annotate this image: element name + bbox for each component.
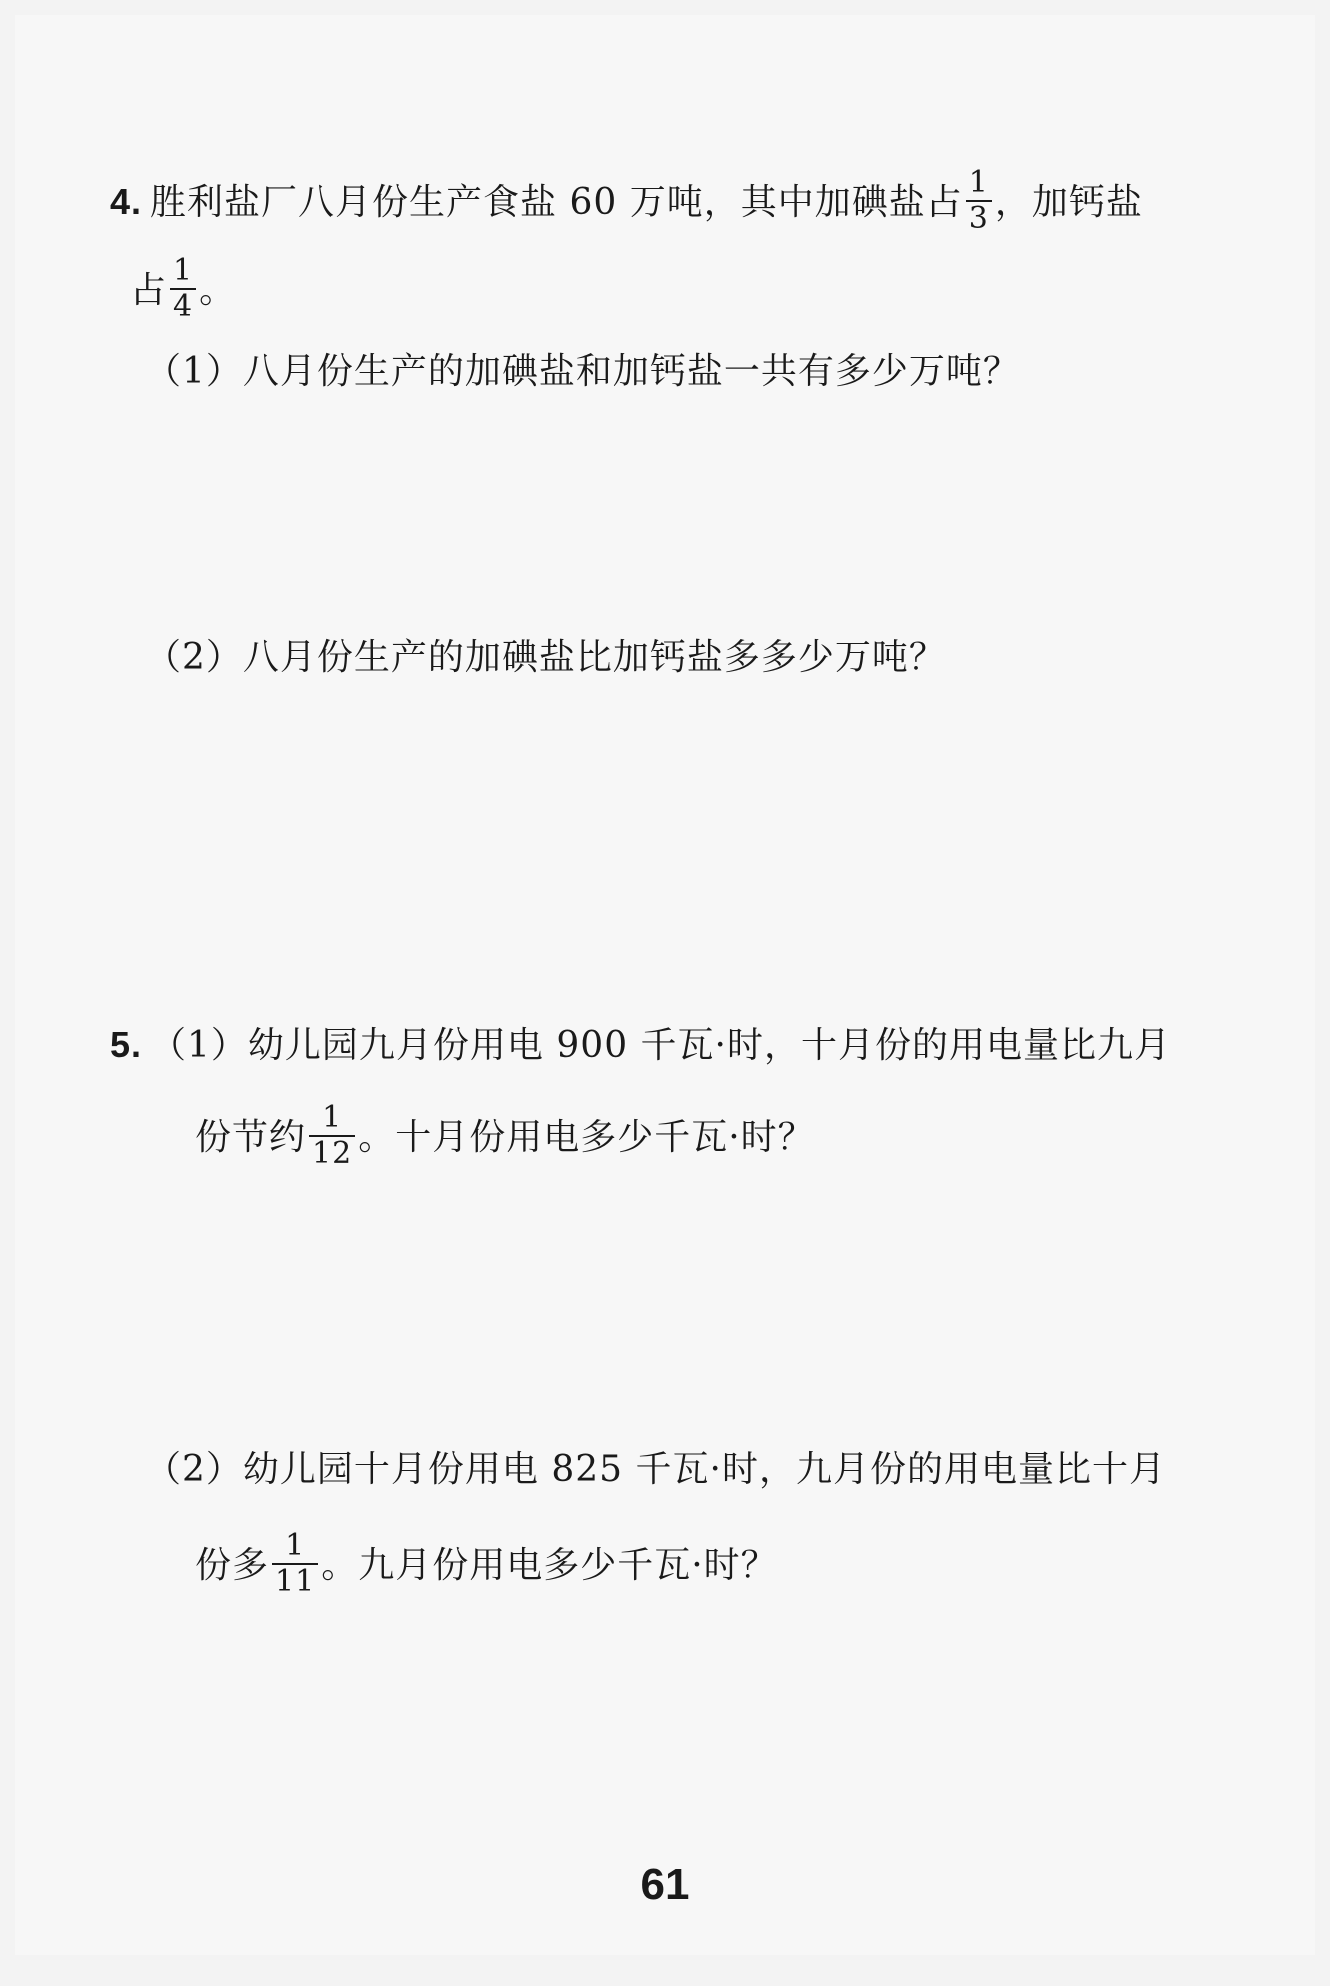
fraction-one-quarter <box>170 254 196 324</box>
fraction-denominator: 11 <box>272 1563 318 1599</box>
problem5-q1-text-b: 。十月份用电多少千瓦·时？ <box>358 1117 815 1158</box>
problem5-q2-text-a: 份多 <box>195 1545 270 1586</box>
fraction-denominator: 3 <box>966 200 992 236</box>
fraction-denominator: 12 <box>309 1135 355 1171</box>
worksheet-page <box>15 15 1315 1955</box>
problem5-number: 5. <box>110 1024 143 1065</box>
fraction-numerator: 1 <box>173 253 194 288</box>
problem4-number: 4. <box>110 181 143 222</box>
problem4-stem-b: ，加钙盐 <box>994 182 1143 223</box>
fraction-numerator: 1 <box>285 1528 306 1563</box>
problem5-question1-line1 <box>110 1020 1171 1071</box>
problem4-stem-a: 胜利盐厂八月份生产食盐 60 万吨，其中加碘盐占 <box>150 182 963 223</box>
problem4-question1: （1）八月份生产的加碘盐和加钙盐一共有多少万吨？ <box>145 351 1020 392</box>
problem4-stem-line1 <box>110 165 1143 240</box>
problem4-stem-line2 <box>130 253 237 328</box>
fraction-numerator: 1 <box>968 165 989 200</box>
problem4-stem-c: 占 <box>130 270 168 311</box>
problem5-q2-text-b: 。九月份用电多少千瓦·时？ <box>321 1545 778 1586</box>
problem5-q1-text: （1）幼儿园九月份用电 900 千瓦·时，十月份的用电量比九月 <box>150 1025 1171 1066</box>
problem5-question2-line1: （2）幼儿园十月份用电 825 千瓦·时，九月份的用电量比十月 <box>145 1449 1166 1490</box>
problem5-q1-text-a: 份节约 <box>195 1117 307 1158</box>
problem5-question1-line2 <box>195 1100 815 1175</box>
problem5-question2-line2 <box>195 1528 778 1603</box>
fraction-one-twelfth <box>309 1101 355 1171</box>
fraction-one-eleventh <box>272 1529 318 1599</box>
fraction-one-third <box>966 166 992 236</box>
fraction-numerator: 1 <box>322 1100 343 1135</box>
page-number: 61 <box>640 1860 690 1909</box>
fraction-denominator: 4 <box>170 288 196 324</box>
problem4-stem-d: 。 <box>199 270 237 311</box>
problem4-question2: （2）八月份生产的加碘盐比加钙盐多多少万吨？ <box>145 637 946 678</box>
